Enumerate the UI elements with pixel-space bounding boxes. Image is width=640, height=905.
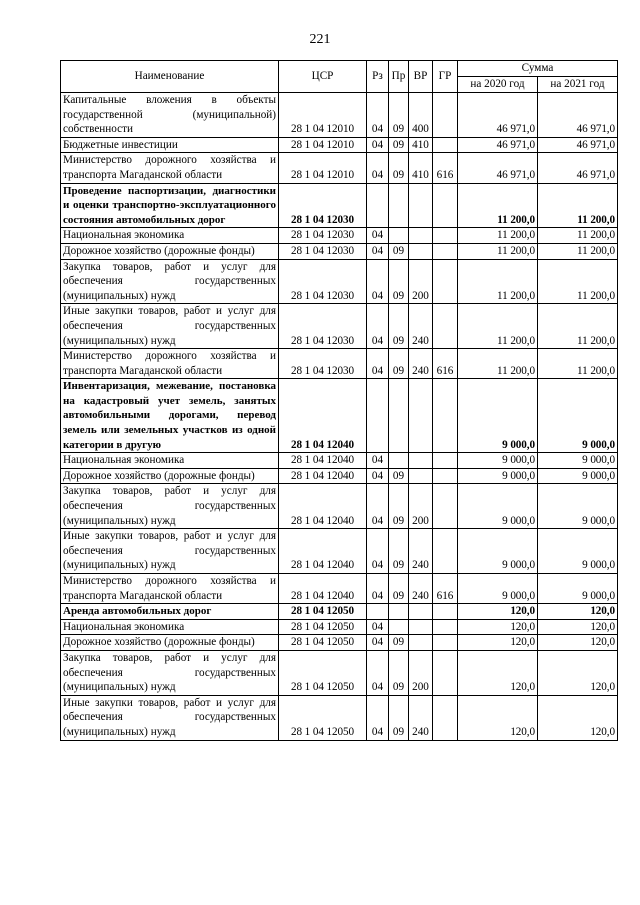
cell-pr: 09 bbox=[389, 574, 409, 604]
cell-name: Национальная экономика bbox=[61, 453, 279, 469]
cell-pr bbox=[389, 453, 409, 469]
cell-pr bbox=[389, 183, 409, 228]
table-row bbox=[61, 574, 618, 604]
header-2021: на 2021 год bbox=[538, 77, 618, 93]
cell-csr: 28 1 04 12030 bbox=[279, 304, 367, 349]
cell-name: Иные закупки товаров, работ и услуг для обеспечения государственных (муниципальных) нужд bbox=[61, 304, 279, 349]
cell-gr bbox=[433, 604, 458, 620]
cell-y2021: 46 971,0 bbox=[538, 153, 618, 183]
table-row bbox=[61, 635, 618, 651]
cell-gr bbox=[433, 243, 458, 259]
cell-vr bbox=[409, 635, 433, 651]
header-name: Наименование bbox=[61, 61, 279, 93]
cell-rz: 04 bbox=[367, 228, 389, 244]
cell-pr: 09 bbox=[389, 243, 409, 259]
table-row bbox=[61, 349, 618, 379]
cell-y2021: 120,0 bbox=[538, 619, 618, 635]
cell-y2021: 11 200,0 bbox=[538, 304, 618, 349]
cell-pr: 09 bbox=[389, 484, 409, 529]
cell-csr: 28 1 04 12030 bbox=[279, 183, 367, 228]
table-row bbox=[61, 228, 618, 244]
cell-pr bbox=[389, 228, 409, 244]
cell-y2020: 120,0 bbox=[458, 695, 538, 740]
cell-y2020: 46 971,0 bbox=[458, 137, 538, 153]
cell-y2020: 46 971,0 bbox=[458, 93, 538, 138]
cell-y2021: 11 200,0 bbox=[538, 349, 618, 379]
cell-rz: 04 bbox=[367, 137, 389, 153]
cell-vr: 240 bbox=[409, 695, 433, 740]
cell-y2021: 11 200,0 bbox=[538, 243, 618, 259]
cell-vr: 240 bbox=[409, 529, 433, 574]
cell-name: Иные закупки товаров, работ и услуг для обеспечения государственных (муниципальных) нужд bbox=[61, 695, 279, 740]
cell-vr: 410 bbox=[409, 137, 433, 153]
cell-name: Министерство дорожного хозяйства и транспорта Магаданской области bbox=[61, 349, 279, 379]
cell-name: Бюджетные инвестиции bbox=[61, 137, 279, 153]
cell-pr: 09 bbox=[389, 93, 409, 138]
cell-gr bbox=[433, 93, 458, 138]
cell-pr bbox=[389, 379, 409, 453]
cell-gr: 616 bbox=[433, 153, 458, 183]
cell-vr: 240 bbox=[409, 304, 433, 349]
cell-vr bbox=[409, 379, 433, 453]
cell-gr bbox=[433, 304, 458, 349]
cell-y2020: 9 000,0 bbox=[458, 468, 538, 484]
cell-csr: 28 1 04 12050 bbox=[279, 619, 367, 635]
cell-y2021: 9 000,0 bbox=[538, 574, 618, 604]
cell-y2020: 120,0 bbox=[458, 635, 538, 651]
cell-y2020: 9 000,0 bbox=[458, 574, 538, 604]
cell-vr: 200 bbox=[409, 650, 433, 695]
cell-y2020: 11 200,0 bbox=[458, 349, 538, 379]
cell-rz: 04 bbox=[367, 243, 389, 259]
cell-rz: 04 bbox=[367, 153, 389, 183]
page-number: 221 bbox=[309, 32, 331, 47]
cell-name: Дорожное хозяйство (дорожные фонды) bbox=[61, 243, 279, 259]
cell-csr: 28 1 04 12030 bbox=[279, 243, 367, 259]
header-2020: на 2020 год bbox=[458, 77, 538, 93]
cell-y2020: 9 000,0 bbox=[458, 484, 538, 529]
cell-pr: 09 bbox=[389, 153, 409, 183]
cell-rz: 04 bbox=[367, 93, 389, 138]
cell-gr bbox=[433, 379, 458, 453]
table-row bbox=[61, 650, 618, 695]
cell-vr bbox=[409, 228, 433, 244]
table-row bbox=[61, 695, 618, 740]
cell-y2021: 11 200,0 bbox=[538, 183, 618, 228]
header-gr: ГР bbox=[433, 61, 458, 93]
cell-name: Проведение паспортизации, диагностики и оценки транспортно-эксплуатационного состояния автомобильных дорог bbox=[61, 183, 279, 228]
cell-csr: 28 1 04 12050 bbox=[279, 635, 367, 651]
cell-pr bbox=[389, 619, 409, 635]
header-sum: Сумма bbox=[458, 61, 618, 77]
cell-csr: 28 1 04 12010 bbox=[279, 137, 367, 153]
table-body bbox=[61, 93, 618, 741]
cell-csr: 28 1 04 12050 bbox=[279, 695, 367, 740]
cell-rz: 04 bbox=[367, 484, 389, 529]
cell-rz: 04 bbox=[367, 695, 389, 740]
cell-name: Закупка товаров, работ и услуг для обеспечения государственных (муниципальных) нужд bbox=[61, 484, 279, 529]
cell-csr: 28 1 04 12010 bbox=[279, 93, 367, 138]
cell-pr: 09 bbox=[389, 695, 409, 740]
cell-rz: 04 bbox=[367, 635, 389, 651]
cell-csr: 28 1 04 12040 bbox=[279, 529, 367, 574]
cell-y2020: 120,0 bbox=[458, 650, 538, 695]
cell-gr bbox=[433, 259, 458, 304]
cell-vr: 240 bbox=[409, 349, 433, 379]
cell-y2020: 9 000,0 bbox=[458, 379, 538, 453]
cell-pr bbox=[389, 604, 409, 620]
cell-y2020: 46 971,0 bbox=[458, 153, 538, 183]
cell-vr bbox=[409, 243, 433, 259]
table-row bbox=[61, 529, 618, 574]
cell-pr: 09 bbox=[389, 529, 409, 574]
cell-csr: 28 1 04 12040 bbox=[279, 379, 367, 453]
table-row bbox=[61, 243, 618, 259]
cell-y2020: 9 000,0 bbox=[458, 453, 538, 469]
cell-y2021: 120,0 bbox=[538, 604, 618, 620]
cell-csr: 28 1 04 12050 bbox=[279, 604, 367, 620]
cell-pr: 09 bbox=[389, 304, 409, 349]
cell-rz bbox=[367, 604, 389, 620]
cell-csr: 28 1 04 12040 bbox=[279, 453, 367, 469]
cell-y2021: 9 000,0 bbox=[538, 484, 618, 529]
cell-gr bbox=[433, 228, 458, 244]
table-row bbox=[61, 379, 618, 453]
cell-y2021: 9 000,0 bbox=[538, 468, 618, 484]
cell-gr bbox=[433, 635, 458, 651]
cell-rz: 04 bbox=[367, 619, 389, 635]
cell-y2020: 120,0 bbox=[458, 619, 538, 635]
cell-name: Аренда автомобильных дорог bbox=[61, 604, 279, 620]
table-row bbox=[61, 453, 618, 469]
cell-vr bbox=[409, 183, 433, 228]
cell-gr bbox=[433, 650, 458, 695]
cell-rz bbox=[367, 379, 389, 453]
cell-csr: 28 1 04 12010 bbox=[279, 153, 367, 183]
cell-vr bbox=[409, 619, 433, 635]
cell-gr bbox=[433, 529, 458, 574]
cell-y2020: 11 200,0 bbox=[458, 183, 538, 228]
cell-y2021: 11 200,0 bbox=[538, 228, 618, 244]
cell-gr bbox=[433, 183, 458, 228]
header-vr: ВР bbox=[409, 61, 433, 93]
cell-name: Капитальные вложения в объекты государственной (муниципальной) собственности bbox=[61, 93, 279, 138]
cell-gr: 616 bbox=[433, 349, 458, 379]
cell-name: Закупка товаров, работ и услуг для обеспечения государственных (муниципальных) нужд bbox=[61, 650, 279, 695]
table-row bbox=[61, 259, 618, 304]
cell-rz: 04 bbox=[367, 574, 389, 604]
table-row bbox=[61, 604, 618, 620]
cell-y2020: 11 200,0 bbox=[458, 228, 538, 244]
budget-table bbox=[60, 60, 618, 741]
cell-name: Национальная экономика bbox=[61, 228, 279, 244]
cell-gr: 616 bbox=[433, 574, 458, 604]
cell-y2021: 9 000,0 bbox=[538, 453, 618, 469]
cell-name: Национальная экономика bbox=[61, 619, 279, 635]
cell-pr: 09 bbox=[389, 468, 409, 484]
cell-csr: 28 1 04 12030 bbox=[279, 259, 367, 304]
cell-rz: 04 bbox=[367, 259, 389, 304]
cell-vr bbox=[409, 604, 433, 620]
cell-vr: 400 bbox=[409, 93, 433, 138]
cell-y2020: 9 000,0 bbox=[458, 529, 538, 574]
cell-gr bbox=[433, 619, 458, 635]
cell-name: Министерство дорожного хозяйства и транспорта Магаданской области bbox=[61, 153, 279, 183]
cell-vr bbox=[409, 453, 433, 469]
header-rz: Рз bbox=[367, 61, 389, 93]
header-csr: ЦСР bbox=[279, 61, 367, 93]
cell-pr: 09 bbox=[389, 635, 409, 651]
cell-y2021: 120,0 bbox=[538, 650, 618, 695]
cell-pr: 09 bbox=[389, 650, 409, 695]
cell-pr: 09 bbox=[389, 349, 409, 379]
cell-vr: 410 bbox=[409, 153, 433, 183]
cell-rz: 04 bbox=[367, 349, 389, 379]
cell-rz: 04 bbox=[367, 529, 389, 574]
cell-gr bbox=[433, 484, 458, 529]
table-row bbox=[61, 304, 618, 349]
cell-vr bbox=[409, 468, 433, 484]
cell-gr bbox=[433, 468, 458, 484]
cell-pr: 09 bbox=[389, 137, 409, 153]
cell-name: Дорожное хозяйство (дорожные фонды) bbox=[61, 635, 279, 651]
cell-gr bbox=[433, 137, 458, 153]
cell-vr: 200 bbox=[409, 259, 433, 304]
cell-y2020: 11 200,0 bbox=[458, 304, 538, 349]
cell-rz: 04 bbox=[367, 468, 389, 484]
cell-name: Дорожное хозяйство (дорожные фонды) bbox=[61, 468, 279, 484]
cell-vr: 240 bbox=[409, 574, 433, 604]
cell-y2021: 120,0 bbox=[538, 635, 618, 651]
cell-csr: 28 1 04 12030 bbox=[279, 228, 367, 244]
cell-y2021: 11 200,0 bbox=[538, 259, 618, 304]
table-row bbox=[61, 468, 618, 484]
cell-gr bbox=[433, 453, 458, 469]
table-row bbox=[61, 183, 618, 228]
cell-rz: 04 bbox=[367, 650, 389, 695]
cell-y2021: 9 000,0 bbox=[538, 529, 618, 574]
cell-rz: 04 bbox=[367, 304, 389, 349]
cell-y2021: 46 971,0 bbox=[538, 93, 618, 138]
cell-name: Иные закупки товаров, работ и услуг для обеспечения государственных (муниципальных) нужд bbox=[61, 529, 279, 574]
table-row bbox=[61, 137, 618, 153]
cell-csr: 28 1 04 12040 bbox=[279, 484, 367, 529]
cell-csr: 28 1 04 12040 bbox=[279, 574, 367, 604]
cell-name: Министерство дорожного хозяйства и транспорта Магаданской области bbox=[61, 574, 279, 604]
cell-rz: 04 bbox=[367, 453, 389, 469]
cell-y2021: 9 000,0 bbox=[538, 379, 618, 453]
cell-gr bbox=[433, 695, 458, 740]
cell-y2020: 11 200,0 bbox=[458, 243, 538, 259]
cell-name: Инвентаризация, межевание, постановка на кадастровый учет земель, занятых автомобильными дорогами, перевод земель или земельных участков из одной категории в другую bbox=[61, 379, 279, 453]
cell-vr: 200 bbox=[409, 484, 433, 529]
cell-y2020: 11 200,0 bbox=[458, 259, 538, 304]
cell-rz bbox=[367, 183, 389, 228]
cell-csr: 28 1 04 12030 bbox=[279, 349, 367, 379]
table-row bbox=[61, 484, 618, 529]
cell-name: Закупка товаров, работ и услуг для обеспечения государственных (муниципальных) нужд bbox=[61, 259, 279, 304]
header-pr: Пр bbox=[389, 61, 409, 93]
cell-y2021: 46 971,0 bbox=[538, 137, 618, 153]
cell-csr: 28 1 04 12050 bbox=[279, 650, 367, 695]
cell-pr: 09 bbox=[389, 259, 409, 304]
table-row bbox=[61, 153, 618, 183]
table-row bbox=[61, 619, 618, 635]
cell-y2020: 120,0 bbox=[458, 604, 538, 620]
cell-y2021: 120,0 bbox=[538, 695, 618, 740]
table-row bbox=[61, 93, 618, 138]
cell-csr: 28 1 04 12040 bbox=[279, 468, 367, 484]
